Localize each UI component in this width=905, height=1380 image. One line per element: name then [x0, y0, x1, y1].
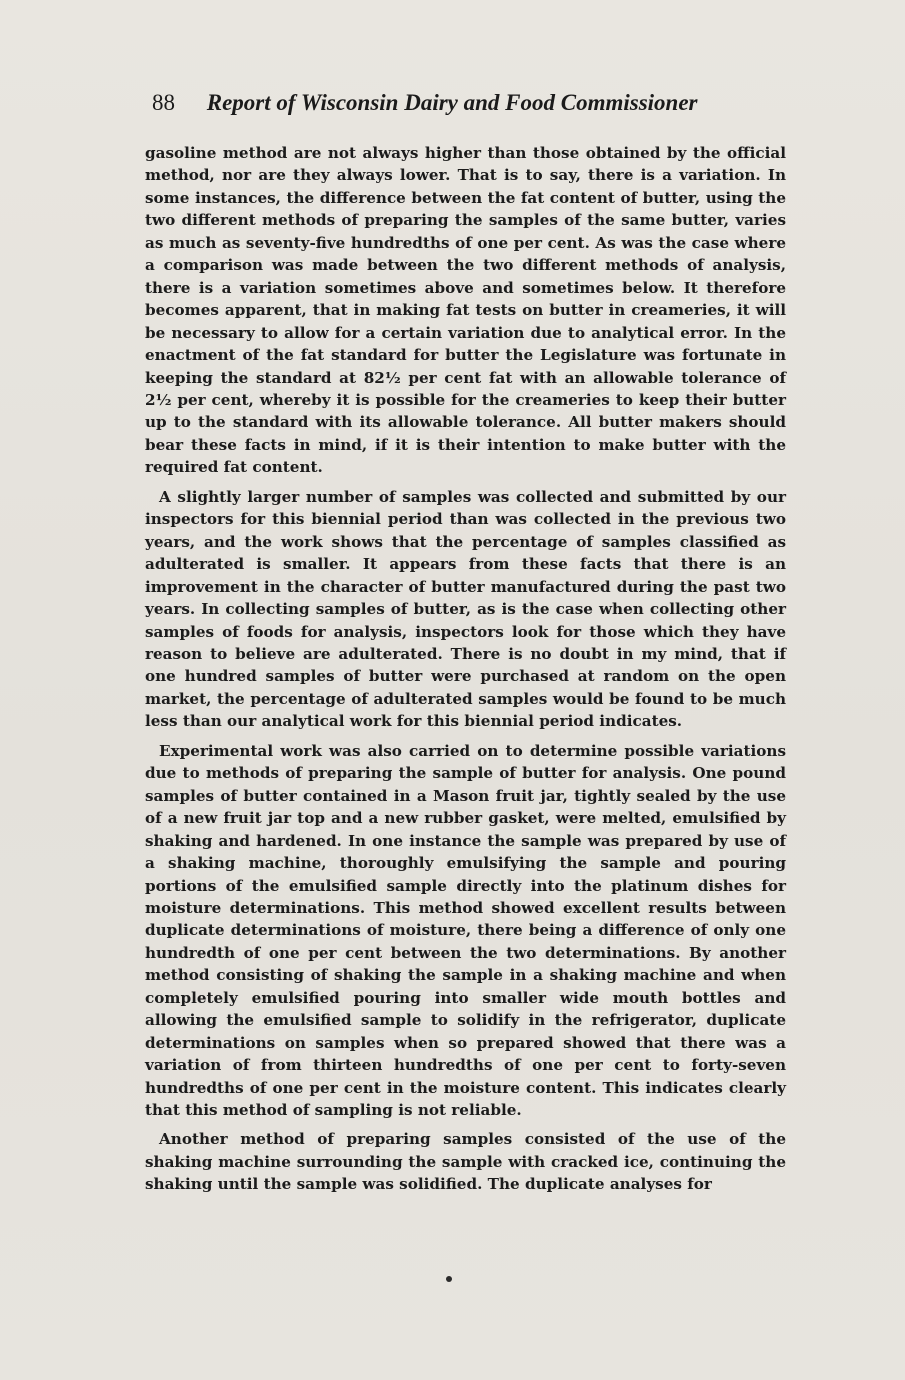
- paragraph-3: Experimental work was also carried on to determine possible variations due to methods of preparing the sample of butter for analysis. One pound samples of butter contained in a Mason fruit jar, tightly sealed by the use of a new fruit jar top and a new rubber gasket, were melted, emulsified by shaking and hardened. In one instance the sample was prepared by use of a shaking machine, thoroughly emulsifying the sample and pouring portions of the emulsified sample directly into the platinum dishes for moisture determinations. This method showed excellent results between duplicate determinations of moisture, there being a difference of only one hundredth of one per cent between the two determinations. By another method consisting of shaking the sample in a shaking machine and when completely emulsified pouring into smaller wide mouth bottles and allowing the emulsified sample to solidify in the refrigerator, duplicate determinations on samples when so prepared showed that there was a variation of from thirteen hundredths of one per cent to forty-seven hundredths of one per cent in the moisture content. This indicates clearly that this method of sampling is not reliable.: [145, 741, 786, 1120]
- ink-dot-mark: [446, 1276, 452, 1282]
- paragraph-4: Another method of preparing samples consisted of the use of the shaking machine surrounding the sample with cracked ice, continuing the shaking until the sample was solidified. The duplicate analyses for: [145, 1130, 786, 1194]
- body-text: [145, 142, 786, 1203]
- paragraph-2: A slightly larger number of samples was collected and submitted by our inspectors for this biennial period than was collected in the previous two years, and the work shows that the percentage of samples classified as adulterated is smaller. It appears from these facts that there is an improvement in the character of butter manufactured during the past two years. In collecting samples of butter, as is the case when collecting other samples of foods for analysis, inspectors look for those which they have reason to believe are adulterated. There is no doubt in my mind, that if one hundred samples of butter were purchased at random on the open market, the percentage of adulterated samples would be found to be much less than our analytical work for this biennial period indicates.: [145, 487, 786, 731]
- page-number: 88: [152, 90, 175, 115]
- paragraph-1: gasoline method are not always higher than those obtained by the official method, nor are they always lower. That is to say, there is a variation. In some instances, the difference between the fat content of butter, using the two different methods of preparing the samples of the same butter, varies as much as seventy-five hundredths of one per cent. As was the case where a comparison was made between the two different methods of analysis, there is a variation sometimes above and sometimes below. It therefore becomes apparent, that in making fat tests on butter in creameries, it will be necessary to allow for a certain variation due to analytical error. In the enactment of the fat standard for butter the Legislature was fortunate in keeping the standard at 82½ per cent fat with an allowable tolerance of 2½ per cent, whereby it is possible for the creameries to keep their butter up to the standard with its allowable tolerance. All butter makers should bear these facts in mind, if it is their intention to make butter with the required fat content.: [145, 144, 786, 477]
- running-head-title: Report of Wisconsin Dairy and Food Commissioner: [206, 90, 698, 115]
- page-header: [152, 88, 792, 122]
